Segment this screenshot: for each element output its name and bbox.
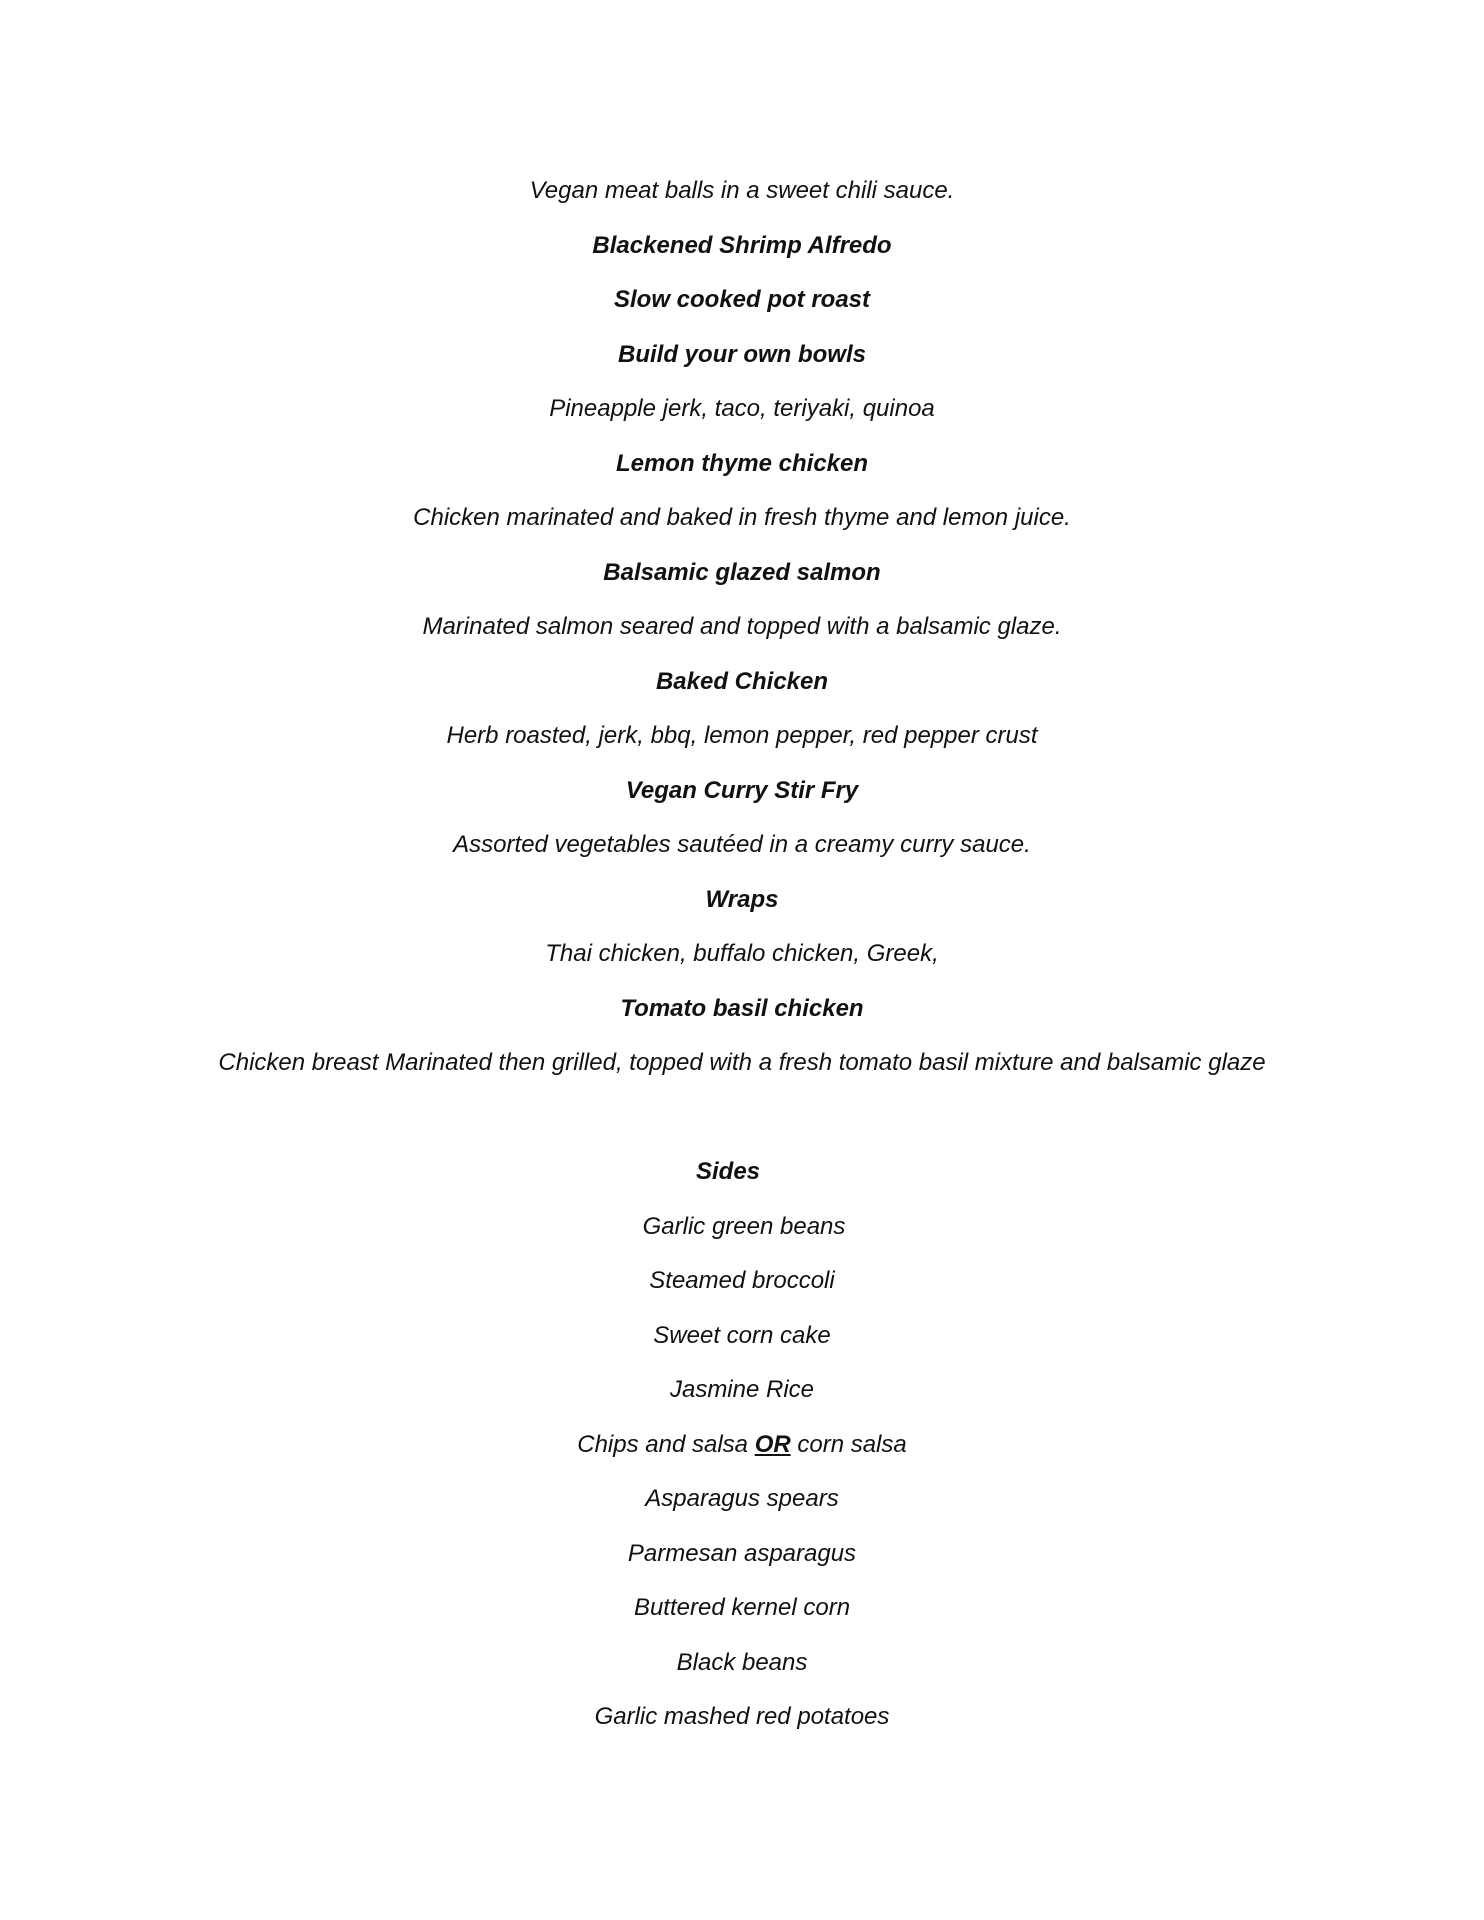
menu-description: Chicken breast Marinated then grilled, topped with a fresh tomato basil mixture and balsamic glaze: [218, 1049, 1266, 1076]
menu-description: Thai chicken, buffalo chicken, Greek,: [545, 940, 939, 967]
menu-description: Vegan meat balls in a sweet chili sauce.: [529, 177, 955, 204]
side-item: Asparagus spears: [645, 1485, 839, 1512]
side-item-chips-text: Chips and salsa: [577, 1431, 755, 1458]
side-item: Black beans: [676, 1649, 808, 1676]
side-item: Garlic mashed red potatoes: [594, 1703, 890, 1730]
dish-name: Slow cooked pot roast: [613, 286, 871, 313]
dish-name: Blackened Shrimp Alfredo: [592, 232, 892, 259]
dish-name: Build your own bowls: [618, 341, 866, 368]
side-item: Buttered kernel corn: [633, 1594, 851, 1621]
menu-description: Pineapple jerk, taco, teriyaki, quinoa: [549, 395, 935, 422]
dish-name: Baked Chicken: [655, 668, 829, 695]
menu-description: Marinated salmon seared and topped with a balsamic glaze.: [422, 613, 1062, 640]
menu-description: Herb roasted, jerk, bbq, lemon pepper, red pepper crust: [446, 722, 1038, 749]
side-item: Parmesan asparagus: [627, 1540, 857, 1567]
dish-name: Lemon thyme chicken: [615, 450, 869, 477]
side-item: Jasmine Rice: [669, 1376, 815, 1403]
side-item: Steamed broccoli: [649, 1267, 835, 1294]
sides-heading: Sides: [695, 1158, 761, 1185]
side-item: Garlic green beans: [642, 1213, 846, 1240]
dish-name: Balsamic glazed salmon: [603, 559, 881, 586]
or-emphasis: OR: [754, 1431, 791, 1458]
menu-description: Chicken marinated and baked in fresh thyme and lemon juice.: [413, 504, 1071, 531]
dish-name: Tomato basil chicken: [620, 995, 864, 1022]
menu-description: Assorted vegetables sautéed in a creamy curry sauce.: [453, 831, 1031, 858]
side-item-chips: [0, 1430, 1484, 1460]
dish-name: Wraps: [705, 886, 779, 913]
dish-name: Vegan Curry Stir Fry: [625, 777, 859, 804]
side-item-chips-text: corn salsa: [790, 1431, 907, 1458]
side-item: Sweet corn cake: [653, 1322, 831, 1349]
